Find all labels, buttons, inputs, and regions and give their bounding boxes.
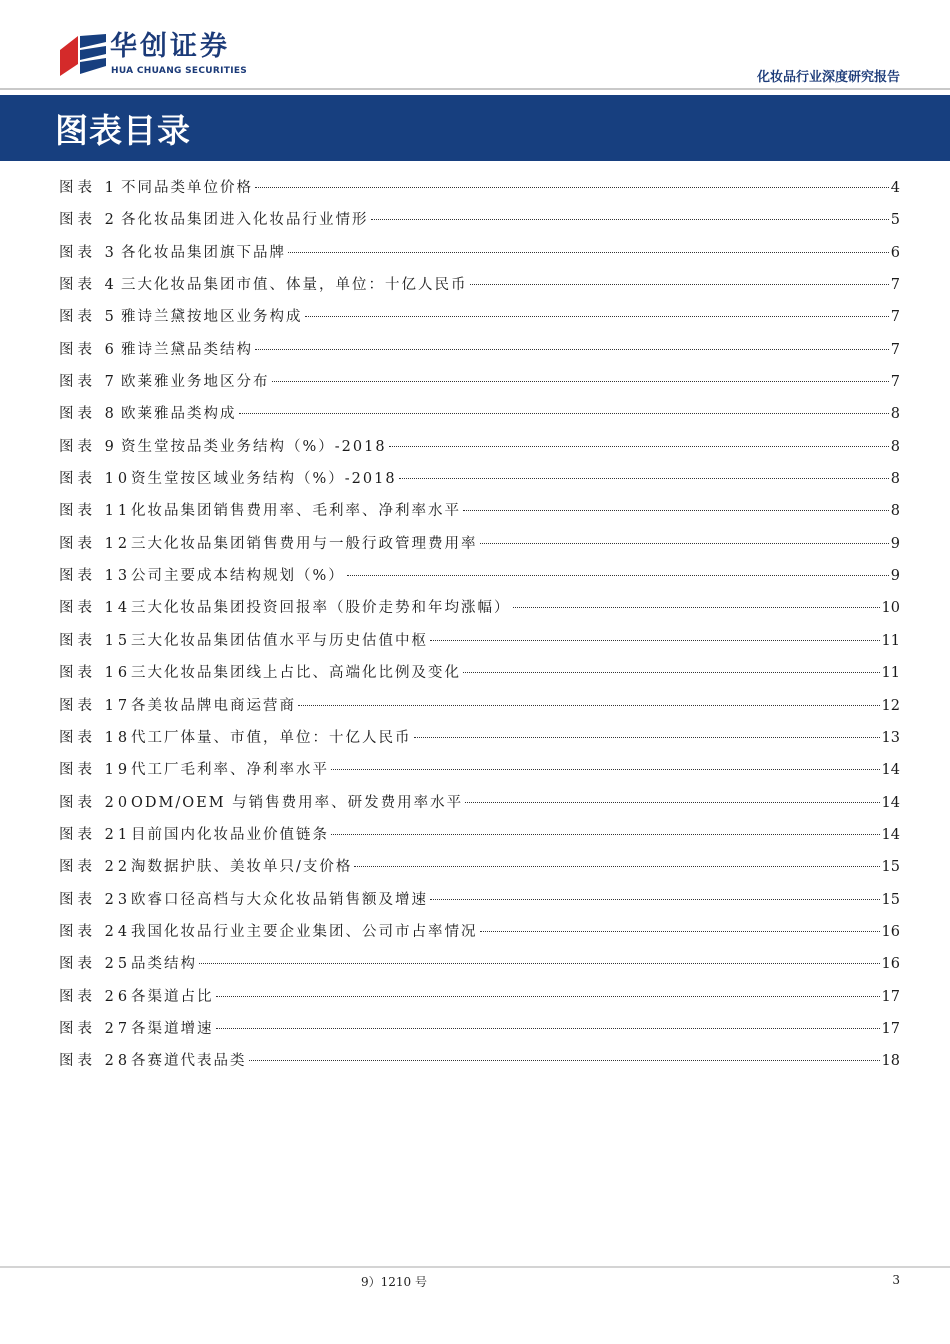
toc-entry[interactable] [59, 560, 900, 592]
toc-dot-leader [249, 1059, 880, 1061]
toc-entry-page: 15 [881, 859, 900, 876]
toc-entry-page: 13 [881, 729, 900, 746]
toc-entry-label: 我国化妆品行业主要企业集团、公司市占率情况 [131, 923, 478, 940]
toc-entry-page: 7 [890, 374, 900, 391]
toc-dot-leader [430, 639, 880, 641]
toc-entry[interactable] [59, 884, 900, 916]
toc-entry[interactable] [59, 204, 900, 236]
toc-entry[interactable] [59, 431, 900, 463]
toc-dot-leader [463, 509, 889, 511]
toc-entry-label: 欧睿口径高档与大众化妆品销售额及增速 [131, 891, 428, 908]
toc-entry-label: 化妆品集团销售费用率、毛利率、净利率水平 [131, 503, 461, 520]
toc-dot-leader [470, 283, 889, 285]
toc-entry-number: 图表 20 [59, 794, 132, 811]
toc-dot-leader [430, 898, 880, 900]
report-type: 化妆品行业深度研究报告 [756, 70, 900, 85]
toc-entry-label: 各化妆品集团旗下品牌 [121, 244, 286, 261]
toc-dot-leader [305, 315, 889, 317]
toc-entry-page: 11 [881, 632, 900, 649]
toc-entry-page: 6 [890, 244, 900, 261]
header-divider [0, 88, 950, 90]
toc-entry[interactable] [59, 1013, 900, 1045]
toc-entry-label: 雅诗兰黛品类结构 [121, 341, 253, 358]
toc-entry-number: 图表 5 [59, 309, 118, 326]
table-of-figures [59, 172, 900, 1078]
toc-entry-page: 14 [881, 794, 900, 811]
toc-entry-label: 三大化妆品集团投资回报率（股价走势和年均涨幅） [131, 600, 511, 617]
toc-entry-page: 16 [881, 923, 900, 940]
toc-entry-page: 7 [890, 309, 900, 326]
toc-entry-label: 雅诗兰黛按地区业务构成 [121, 309, 303, 326]
toc-entry[interactable] [59, 301, 900, 333]
toc-dot-leader [255, 348, 889, 350]
toc-dot-leader [399, 477, 889, 479]
toc-entry[interactable] [59, 269, 900, 301]
toc-entry[interactable] [59, 398, 900, 430]
toc-dot-leader [255, 186, 889, 188]
toc-dot-leader [389, 445, 889, 447]
toc-entry-number: 图表 7 [59, 374, 118, 391]
toc-entry-number: 图表 8 [59, 406, 118, 423]
toc-entry-page: 9 [890, 568, 900, 585]
toc-entry-number: 图表 3 [59, 244, 118, 261]
toc-entry-number: 图表 23 [59, 891, 132, 908]
toc-entry-number: 图表 9 [59, 438, 118, 455]
toc-entry-page: 7 [890, 277, 900, 294]
toc-entry-label: 各美妆品牌电商运营商 [131, 697, 296, 714]
toc-entry[interactable] [59, 172, 900, 204]
toc-entry[interactable] [59, 625, 900, 657]
toc-entry-number: 图表 17 [59, 697, 132, 714]
toc-entry-page: 17 [881, 988, 900, 1005]
toc-entry-page: 9 [890, 535, 900, 552]
toc-entry[interactable] [59, 948, 900, 980]
toc-entry-label: 欧莱雅品类构成 [121, 406, 237, 423]
toc-entry-number: 图表 1 [59, 180, 118, 196]
toc-entry-label: 不同品类单位价格 [121, 180, 253, 196]
toc-entry-page: 8 [890, 438, 900, 455]
toc-entry-label: 各赛道代表品类 [131, 1053, 247, 1070]
toc-entry[interactable] [59, 787, 900, 819]
toc-entry-page: 14 [881, 762, 900, 779]
toc-entry-number: 图表 25 [59, 956, 132, 973]
page-number: 3 [892, 1273, 900, 1287]
toc-entry[interactable] [59, 528, 900, 560]
toc-entry-number: 图表 6 [59, 341, 118, 358]
toc-entry[interactable] [59, 237, 900, 269]
toc-entry-page: 18 [881, 1053, 900, 1070]
toc-entry[interactable] [59, 334, 900, 366]
toc-entry-label: 公司主要成本结构规划（%） [131, 568, 345, 585]
toc-entry-number: 图表 11 [59, 503, 132, 520]
toc-dot-leader [480, 930, 880, 932]
toc-entry-label: 资生堂按品类业务结构（%）-2018 [121, 438, 387, 455]
toc-entry-label: 代工厂体量、市值，单位：十亿人民币 [131, 729, 412, 746]
toc-entry[interactable] [59, 657, 900, 689]
toc-entry[interactable] [59, 819, 900, 851]
toc-dot-leader [216, 995, 880, 997]
section-banner [0, 95, 950, 161]
toc-entry-number: 图表 12 [59, 535, 132, 552]
toc-entry-page: 8 [890, 406, 900, 423]
toc-dot-leader [272, 380, 889, 382]
toc-entry-number: 图表 14 [59, 600, 132, 617]
toc-dot-leader [199, 962, 880, 964]
toc-dot-leader [371, 218, 889, 220]
company-name-en: HUA CHUANG SECURITIES [111, 66, 248, 76]
toc-entry-label: 三大化妆品集团销售费用与一般行政管理费用率 [131, 535, 478, 552]
toc-dot-leader [216, 1027, 880, 1029]
toc-entry-number: 图表 21 [59, 826, 132, 843]
toc-dot-leader [288, 251, 889, 253]
toc-entry-label: 代工厂毛利率、净利率水平 [131, 762, 329, 779]
toc-entry-page: 10 [881, 600, 900, 617]
toc-entry-label: 目前国内化妆品业价值链条 [131, 826, 329, 843]
toc-entry[interactable] [59, 366, 900, 398]
toc-entry-label: 资生堂按区域业务结构（%）-2018 [131, 471, 397, 488]
toc-entry[interactable] [59, 592, 900, 624]
page-header [0, 0, 950, 92]
toc-dot-leader [465, 801, 879, 803]
toc-entry-number: 图表 16 [59, 665, 132, 682]
toc-entry-label: 淘数据护肤、美妆单只/支价格 [131, 859, 353, 876]
toc-dot-leader [513, 606, 880, 608]
toc-dot-leader [480, 542, 889, 544]
toc-entry-number: 图表 15 [59, 632, 132, 649]
toc-entry-page: 14 [881, 826, 900, 843]
toc-entry-page: 15 [881, 891, 900, 908]
toc-dot-leader [354, 865, 879, 867]
toc-dot-leader [463, 671, 880, 673]
toc-entry[interactable] [59, 754, 900, 786]
toc-entry[interactable] [59, 916, 900, 948]
toc-entry-page: 4 [890, 180, 900, 196]
toc-entry[interactable] [59, 851, 900, 883]
toc-entry[interactable] [59, 495, 900, 527]
toc-entry-number: 图表 24 [59, 923, 132, 940]
toc-entry-page: 16 [881, 956, 900, 973]
toc-entry-page: 11 [881, 665, 900, 682]
toc-entry[interactable] [59, 463, 900, 495]
toc-entry-number: 图表 27 [59, 1020, 132, 1037]
toc-entry-page: 17 [881, 1020, 900, 1037]
toc-entry-label: 各渠道增速 [131, 1020, 214, 1037]
footer-divider [0, 1266, 950, 1268]
toc-dot-leader [239, 412, 889, 414]
toc-entry-label: ODM/OEM 与销售费用率、研发费用率水平 [131, 794, 464, 811]
toc-entry-page: 8 [890, 503, 900, 520]
toc-entry-label: 各渠道占比 [131, 988, 214, 1005]
toc-entry-label: 三大化妆品集团估值水平与历史估值中枢 [131, 632, 428, 649]
toc-entry[interactable] [59, 981, 900, 1013]
toc-entry-number: 图表 28 [59, 1053, 132, 1070]
toc-entry-number: 图表 10 [59, 471, 132, 488]
toc-entry-label: 三大化妆品集团市值、体量，单位：十亿人民币 [121, 277, 468, 294]
toc-entry-label: 品类结构 [131, 956, 197, 973]
toc-dot-leader [414, 736, 880, 738]
company-logo-icon [60, 34, 106, 76]
toc-entry-page: 12 [881, 697, 900, 714]
toc-entry-label: 三大化妆品集团线上占比、高端化比例及变化 [131, 665, 461, 682]
section-title: 图表目录 [55, 111, 191, 150]
toc-entry-page: 7 [890, 341, 900, 358]
toc-entry-number: 图表 2 [59, 212, 118, 229]
toc-entry-number: 图表 18 [59, 729, 132, 746]
toc-entry-page: 8 [890, 471, 900, 488]
toc-entry-number: 图表 4 [59, 277, 118, 294]
toc-dot-leader [298, 704, 880, 706]
footer-license-text: 9）1210 号 [361, 1275, 427, 1289]
toc-entry-label: 各化妆品集团进入化妆品行业情形 [121, 212, 369, 229]
toc-dot-leader [331, 833, 880, 835]
toc-entry-number: 图表 19 [59, 762, 132, 779]
toc-entry[interactable] [59, 722, 900, 754]
toc-entry-number: 图表 13 [59, 568, 132, 585]
toc-dot-leader [331, 768, 880, 770]
toc-entry-label: 欧莱雅业务地区分布 [121, 374, 270, 391]
toc-entry[interactable] [59, 1045, 900, 1077]
toc-entry[interactable] [59, 690, 900, 722]
toc-entry-number: 图表 22 [59, 859, 132, 876]
toc-dot-leader [347, 574, 889, 576]
toc-entry-number: 图表 26 [59, 988, 132, 1005]
toc-entry-page: 5 [890, 212, 900, 229]
company-name-cn: 华创证券 [110, 31, 230, 62]
